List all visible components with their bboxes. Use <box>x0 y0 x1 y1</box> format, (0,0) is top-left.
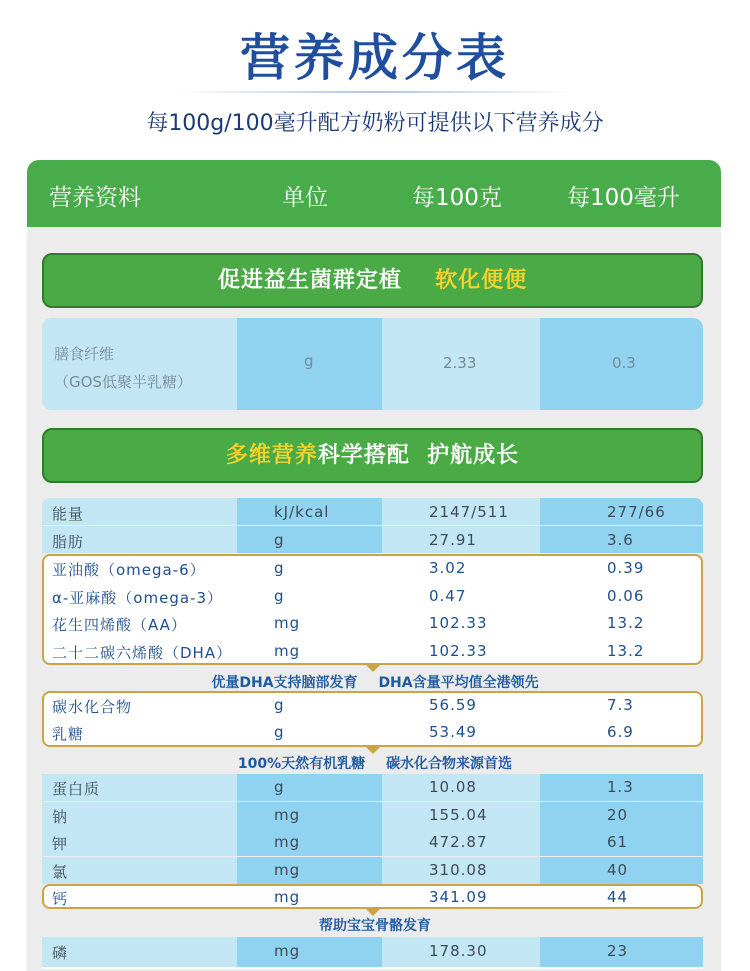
nutrient-unit: g <box>274 559 285 577</box>
nutrient-unit: mg <box>274 642 301 660</box>
nutrient-unit: mg <box>274 833 301 851</box>
nutrient-name: 钾 <box>52 835 69 853</box>
nutrient-name: 蛋白质 <box>52 780 101 798</box>
header-per-100g: 每100克 <box>412 185 502 211</box>
table-row <box>42 498 703 525</box>
nutrient-per-100g: 10.08 <box>429 778 477 796</box>
dha-box <box>42 554 703 665</box>
dha-caption: 优量DHA支持脑部发育 DHA含量平均值全港领先 <box>211 675 539 691</box>
nutrient-per-100g: 56.59 <box>429 696 477 714</box>
banner-nutrition-text: 科学搭配 护航成长 <box>317 443 520 468</box>
nutrient-per-100g: 102.33 <box>429 642 488 660</box>
fiber-name: 膳食纤维 （GOS低聚半乳糖） <box>54 345 192 391</box>
nutrient-per-100ml: 6.9 <box>607 723 634 741</box>
nutrient-unit: mg <box>274 861 301 879</box>
fiber-per-100ml: 0.3 <box>612 354 636 372</box>
nutrient-unit: mg <box>274 806 301 824</box>
nutrient-per-100g: 310.08 <box>429 861 488 879</box>
nutrient-name: 亚油酸（omega-6） <box>52 561 206 579</box>
carb-caption: 100%天然有机乳糖 碳水化合物来源首选 <box>237 756 513 772</box>
table-header <box>27 160 721 227</box>
banner-probiotic <box>42 253 703 308</box>
nutrient-per-100g: 53.49 <box>429 723 477 741</box>
header-per-100ml: 每100毫升 <box>567 185 680 211</box>
title-divider <box>175 91 575 93</box>
dha-box-pointer <box>366 665 380 672</box>
nutrient-name: 磷 <box>52 944 69 962</box>
nutrient-per-100ml: 3.6 <box>607 531 634 549</box>
nutrient-per-100ml: 0.06 <box>607 587 645 605</box>
nutrient-per-100ml: 40 <box>607 861 629 879</box>
nutrient-per-100ml: 277/66 <box>607 503 666 521</box>
fiber-row <box>42 318 703 410</box>
page-title: 营养成分表 <box>240 29 510 87</box>
nutrient-name: 能量 <box>52 505 85 523</box>
nutrient-per-100ml: 1.3 <box>607 778 634 796</box>
nutrient-per-100g: 27.91 <box>429 531 477 549</box>
banner-probiotic-text: 促进益生菌群定植 <box>217 268 402 293</box>
nutrient-per-100ml: 44 <box>607 888 629 906</box>
calcium-box <box>42 884 703 909</box>
nutrient-per-100ml: 0.39 <box>607 559 645 577</box>
nutrient-name: 钙 <box>52 890 69 908</box>
nutrient-unit: mg <box>274 888 301 906</box>
banner-probiotic-highlight: 软化便便 <box>435 268 528 293</box>
nutrient-unit: kJ/kcal <box>274 503 330 521</box>
nutrient-name: 花生四烯酸（AA） <box>52 616 187 634</box>
nutrient-name: 钠 <box>52 808 69 826</box>
nutrient-per-100ml: 13.2 <box>607 614 645 632</box>
nutrient-per-100ml: 23 <box>607 942 629 960</box>
nutrient-per-100g: 102.33 <box>429 614 488 632</box>
header-unit: 单位 <box>282 185 328 211</box>
page-subtitle: 每100g/100毫升配方奶粉可提供以下营养成分 <box>146 111 604 136</box>
nutrient-per-100g: 3.02 <box>429 559 467 577</box>
nutrient-unit: g <box>274 778 285 796</box>
nutrient-per-100ml: 13.2 <box>607 642 645 660</box>
table-row <box>42 857 703 884</box>
table-row <box>42 526 703 553</box>
nutrient-unit: mg <box>274 614 301 632</box>
nutrient-unit: g <box>274 696 285 714</box>
table-row <box>42 802 703 829</box>
nutrient-name: 乳糖 <box>52 725 85 743</box>
nutrient-per-100ml: 7.3 <box>607 696 634 714</box>
carb-box <box>42 691 703 747</box>
table-row <box>42 937 703 967</box>
nutrient-per-100g: 472.87 <box>429 833 488 851</box>
nutrient-name: α-亚麻酸（omega-3） <box>52 589 223 607</box>
banner-nutrition-highlight: 多维营养 <box>225 443 318 468</box>
nutrient-per-100ml: 20 <box>607 806 629 824</box>
banner-nutrition <box>42 428 703 483</box>
nutrient-name: 二十二碳六烯酸（DHA） <box>52 644 233 662</box>
nutrient-per-100g: 2147/511 <box>429 503 509 521</box>
nutrient-per-100g: 0.47 <box>429 587 467 605</box>
nutrient-per-100g: 155.04 <box>429 806 488 824</box>
nutrient-name: 碳水化合物 <box>52 698 133 716</box>
nutrient-name: 脂肪 <box>52 533 85 551</box>
nutrient-unit: g <box>274 587 285 605</box>
header-nutrient: 营养资料 <box>49 185 141 211</box>
fiber-unit: g <box>304 352 314 370</box>
table-row <box>42 774 703 801</box>
nutrient-per-100g: 341.09 <box>429 888 488 906</box>
nutrient-unit: g <box>274 723 285 741</box>
nutrient-unit: mg <box>274 942 301 960</box>
fiber-per-100g: 2.33 <box>443 354 477 372</box>
nutrient-name: 氯 <box>52 863 69 881</box>
table-row <box>42 829 703 856</box>
nutrient-per-100g: 178.30 <box>429 942 488 960</box>
nutrient-unit: g <box>274 531 285 549</box>
calcium-caption: 帮助宝宝骨骼发育 <box>319 918 431 934</box>
nutrient-per-100ml: 61 <box>607 833 629 851</box>
